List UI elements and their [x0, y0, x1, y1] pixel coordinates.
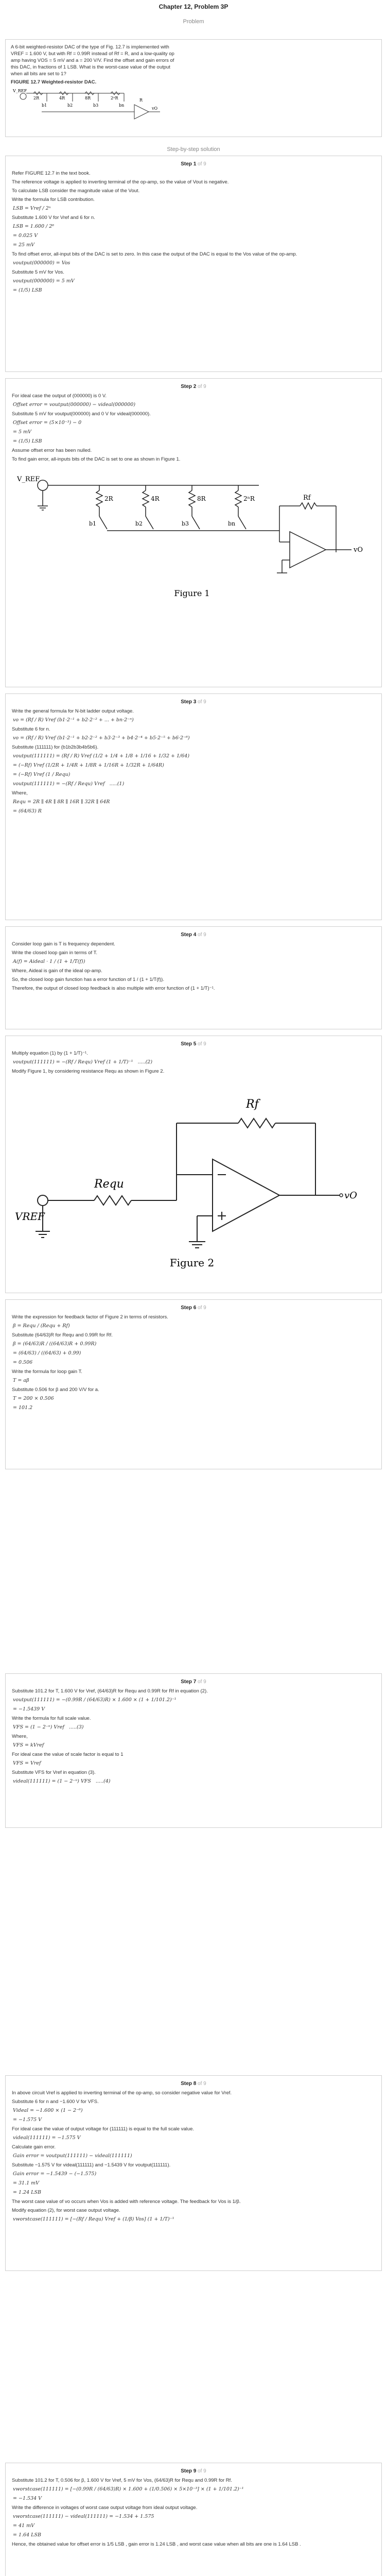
text-line: Substitute 0.506 for β and 200 V/V for a. [12, 1387, 99, 1393]
math-line: voutput(000000) = 5 mV [13, 278, 75, 284]
fig-b2-label: b2 [67, 103, 73, 108]
text-line: Substitute (64/63)R for Requ and 0.99R for Rf. [12, 1332, 113, 1338]
step-3-header [6, 694, 381, 705]
step-of: of 9 [198, 1305, 206, 1311]
math-line: β = Requ / (Requ + Rf) [13, 1323, 70, 1329]
text-line: So, the closed loop gain function has a error function of 1 / (1 + 1/T(f)). [12, 977, 164, 982]
fig-bn-label: bn [119, 103, 125, 108]
text-line: To find gain error, all-inputs bits of the DAC is set to one as shown in Figure 1. [12, 456, 181, 462]
math-line: voutput(111111) = −(Rf / Requ) Vref .....(1) [13, 781, 125, 787]
fig-vo-label: vO [152, 106, 158, 111]
math-line: voutput(111111) = (Rf / R) Vref (1/2 + 1/4 + 1/8 + 1/16 + 1/32 + 1/64) [13, 753, 190, 759]
chapter-title: Chapter 12, Problem 3P [159, 3, 228, 10]
math-line: A(f) = Aideal · 1 / (1 + 1/T(f)) [13, 959, 85, 964]
math-line: vo = (Rf / R) Vref (b1·2⁻¹ + b2·2⁻² + b3·2⁻³ + b4·2⁻⁴ + b5·2⁻⁵ + b6·2⁻⁶) [13, 735, 190, 741]
math-line: vworstcase(111111) − videal(111111) = −1.534 + 1.575 [13, 2514, 154, 2519]
step-1-card [5, 156, 382, 372]
math-line: vworstcase(111111) = [−(Rf / Requ) Vref + (1/β) Vos] (1 + 1/T)⁻¹ [13, 2216, 174, 2222]
text-line: Substitute 6 for n and −1.600 V for VFS. [12, 2099, 99, 2105]
figure-title: FIGURE 12.7 Weighted-resistor DAC. [11, 79, 97, 85]
text-line: Where, [12, 790, 28, 796]
step-of: of 9 [198, 1679, 206, 1685]
step-9-card [5, 2463, 382, 2576]
final-answer-line: Hence, the obtained value for offset error is 1/5 LSB , gain error is 1.24 LSB , and worst case value when all bits are one is 1.64 LSB . [12, 2541, 301, 2547]
step-9-header [6, 2463, 381, 2474]
fig2-caption: Figure 2 [169, 1257, 215, 1269]
math-line: voutput(111111) = −(0.99R / (64/63)R) × 1.600 × (1 + 1/101.2)⁻¹ [13, 1697, 177, 1703]
step-label: Step 1 [181, 161, 197, 167]
text-line: Multiply equation (1) by (1 + 1/T)⁻¹. [12, 1050, 88, 1056]
text-line: For ideal case the output of (000000) is 0 V. [12, 393, 107, 399]
text-line: Substitute 101.2 for T, 0.506 for β, 1.600 V for Vref, 5 mV for Vos, (64/63)R for Requ and 0.99R for Rf. [12, 2478, 232, 2483]
text-line: Substitute (111111) for (b1b2b3b4b5b6). [12, 744, 99, 750]
text-line: Substitute 5 mV for Vos. [12, 269, 64, 275]
math-line: = 101.2 [13, 1405, 33, 1411]
step-8-card [5, 2075, 382, 2271]
math-line: VFS = (1 − 2⁻ⁿ) Vref .....(3) [13, 1724, 84, 1730]
step-6-header [6, 1300, 381, 1311]
math-line: = 0.506 [13, 1360, 33, 1365]
step-7-header [6, 1674, 381, 1685]
math-line: Gain error = −1.5439 − (−1.575) [13, 2171, 97, 2177]
step-label: Step 8 [181, 2081, 197, 2087]
step-label: Step 5 [181, 1041, 197, 1047]
math-line: = (1/5) LSB [13, 287, 42, 293]
fig2-vref-label: VREF [15, 1210, 45, 1223]
math-line: = −1.534 V [13, 2496, 42, 2501]
fig-r2-label: 4R [59, 96, 65, 100]
text-line: Consider loop gain is T is frequency dependent. [12, 941, 115, 947]
fig1-rn-label: 2ⁿR [243, 495, 255, 502]
math-line: vo = (Rf / R) Vref (b1·2⁻¹ + b2·2⁻² + ... + bn·2⁻ⁿ) [13, 717, 134, 723]
fig-r3-label: 8R [85, 96, 91, 100]
math-line: = (1/5) LSB [13, 438, 42, 444]
fig-r1-label: 2R [33, 96, 40, 100]
step-by-step-title: Step-by-step solution [167, 146, 220, 152]
math-line: = (64/63) / ((64/63) + 0.99) [13, 1350, 81, 1356]
text-line: The reference voltage is applied to inverting terminal of the op-amp, so the value of Vout is negative. [12, 179, 229, 185]
math-line: = −1.5439 V [13, 1706, 45, 1712]
step-5-card [5, 1036, 382, 1293]
weighted-resistor-dac-figure [11, 86, 165, 122]
math-line: = (−Rf) Vref (1 / Requ) [13, 772, 71, 777]
step-4-header [6, 927, 381, 938]
math-line: = 1.24 LSB [13, 2190, 41, 2195]
math-line: = 0.025 V [13, 233, 38, 239]
step-label: Step 6 [181, 1305, 197, 1311]
problem-label: Problem [183, 19, 204, 25]
text-line: Substitute 5 mV for voutput(000000) and 0 V for videal(000000). [12, 411, 151, 417]
math-line: = (−Rf) Vref (1/2R + 1/4R + 1/8R + 1/16R + 1/32R + 1/64R) [13, 762, 164, 768]
step-4-card [5, 926, 382, 1029]
fig1-rf-label: Rf [303, 494, 311, 502]
problem-text: A 6-bit weighted-resistor DAC of the type of Fig. 12.7 is implemented with VREF = 1.600 V, but with Rf = 0.99R instead of Rf = R, and a low-quality op amp having VOS = 5 mV and a = 200 V/V. Find the offset and gain errors of this DAC, in fractions of 1 LSB. What is the worst-case value of the output when all bits are set to 1? [11, 44, 174, 77]
fig1-b1-label: b1 [89, 520, 97, 527]
math-line: T = 200 × 0.506 [13, 1396, 54, 1401]
fig1-b2-label: b2 [135, 520, 143, 527]
fig1-r3-label: 8R [197, 495, 206, 502]
figure-2-circuit [12, 1077, 372, 1273]
math-line: Requ = 2R ∥ 4R ∥ 8R ∥ 16R ∥ 32R ∥ 64R [13, 799, 110, 805]
step-5-header [6, 1036, 381, 1047]
text-line: Write the closed loop gain in terms of T. [12, 950, 97, 956]
math-line: voutput(000000) = Vos [13, 260, 71, 266]
text-line: Write the formula for full scale value. [12, 1716, 91, 1721]
fig1-vref-label: V_REF [17, 476, 40, 483]
step-6-card [5, 1299, 382, 1469]
step-of: of 9 [198, 161, 206, 167]
math-line: Videal = −1.600 × (1 − 2⁻⁶) [13, 2108, 83, 2113]
fig1-r1-label: 2R [104, 495, 113, 502]
step-label: Step 3 [181, 699, 197, 705]
math-line: = 31.1 mV [13, 2180, 40, 2186]
math-line: LSB = 1.600 / 2⁶ [13, 224, 55, 229]
text-line: Modify equation (2), for worst case output voltage. [12, 2208, 120, 2213]
problem-statement [5, 39, 382, 137]
step-3-card [5, 693, 382, 920]
text-line: Refer FIGURE 12.7 in the text book. [12, 171, 91, 176]
fig1-caption: Figure 1 [174, 588, 210, 598]
math-line: = 1.64 LSB [13, 2532, 41, 2538]
text-line: Modify Figure 1, by considering resistance Requ as shown in Figure 2. [12, 1069, 165, 1074]
step-label: Step 9 [181, 2468, 197, 2474]
step-1-header [6, 156, 381, 167]
fig1-r2-label: 4R [151, 495, 160, 502]
math-line: Offset error = (5×10⁻³) − 0 [13, 420, 82, 426]
text-line: For ideal case the value of output voltage for (111111) is equal to the full scale value. [12, 2126, 195, 2132]
step-of: of 9 [198, 932, 206, 938]
fig-vref-label: V_REF [13, 89, 27, 93]
text-line: Substitute VFS for Vref in equation (3). [12, 1770, 96, 1775]
text-line: Write the general formula for N-bit ladder output voltage. [12, 708, 134, 714]
text-line: Substitute 6 for n. [12, 726, 50, 732]
fig2-rf-label: Rf [246, 1098, 259, 1111]
fig-b3-label: b3 [93, 103, 99, 108]
fig1-b3-label: b3 [182, 520, 189, 527]
text-line: To calculate LSB consider the magnitude value of the Vout. [12, 188, 140, 194]
fig-b1-label: b1 [42, 103, 47, 108]
text-line: Write the expression for feedback factor of Figure 2 in terms of resistors. [12, 1314, 168, 1320]
text-line: Assume offset error has been nulled. [12, 448, 92, 453]
text-line: Therefore, the output of closed loop feedback is also multiple with error function of (1 + 1/T)⁻¹. [12, 986, 215, 991]
text-line: Write the difference in voltages of worst case output voltage from ideal output voltage. [12, 2505, 198, 2511]
step-of: of 9 [198, 699, 206, 705]
step-label: Step 2 [181, 384, 197, 389]
step-label: Step 7 [181, 1679, 197, 1685]
math-line: = 41 mV [13, 2523, 34, 2529]
math-line: = −1.575 V [13, 2117, 42, 2123]
text-line: Write the formula for LSB contribution. [12, 197, 95, 202]
step-2-header [6, 379, 381, 389]
step-2-card [5, 378, 382, 687]
math-line: voutput(111111) = −(Rf / Requ) Vref (1 + 1/T)⁻¹ .....(2) [13, 1059, 153, 1065]
fig-rf-label: R [139, 98, 143, 103]
math-line: videal(111111) = (1 − 2⁻ⁿ) VFS .....(4) [13, 1778, 111, 1784]
figure-1-circuit [12, 465, 372, 604]
step-8-header [6, 2076, 381, 2087]
math-line: videal(111111) = −1.575 V [13, 2135, 81, 2141]
text-line: The worst case value of vo occurs when Vos is added with reference voltage. The feedback for Vos is 1/β. [12, 2199, 241, 2205]
math-line: = 25 mV [13, 242, 34, 248]
fig1-vo-label: vO [354, 546, 363, 554]
text-line: For ideal case the value of scale factor is equal to 1 [12, 1752, 124, 1757]
text-line: Calculate gain error. [12, 2144, 56, 2150]
math-line: Offset error = voutput(000000) − videal(000000) [13, 402, 136, 408]
step-label: Step 4 [181, 932, 197, 938]
text-line: In above circuit Vref is applied to inverting terminal of the op-amp, so consider negative value for Vref. [12, 2090, 232, 2096]
fig2-requ-label: Requ [94, 1178, 124, 1191]
step-of: of 9 [198, 2468, 206, 2474]
text-line: Where, [12, 1734, 28, 1739]
fig-rn-label: 2ⁿR [111, 96, 118, 100]
math-line: β = (64/63)R / ((64/63)R + 0.99R) [13, 1341, 97, 1347]
step-7-card [5, 1673, 382, 1828]
step-of: of 9 [198, 1041, 206, 1047]
fig1-bn-label: bn [228, 520, 236, 527]
math-line: = (64/63) R [13, 808, 42, 814]
math-line: vworstcase(111111) = [−(0.99R / (64/63)R) × 1.600 + (1/0.506) × 5×10⁻³] × (1 + 1/101.2)⁻¹ [13, 2486, 244, 2492]
math-line: LSB = Vref / 2ⁿ [13, 206, 51, 211]
math-line: Gain error = voutput(111111) − videal(111111) [13, 2153, 132, 2159]
page-header [0, 0, 387, 37]
text-line: Substitute −1.575 V for videal(111111) and −1.5439 V for voutput(111111). [12, 2162, 171, 2168]
text-line: Substitute 101.2 for T, 1.600 V for Vref, (64/63)R for Requ and 0.99R for Rf in equation (2). [12, 1688, 208, 1694]
math-line: VFS = kVref [13, 1742, 44, 1748]
text-line: Write the formula for loop gain T. [12, 1369, 82, 1375]
text-line: Substitute 1.600 V for Vref and 6 for n. [12, 215, 95, 221]
math-line: VFS = Vref [13, 1760, 41, 1766]
math-line: = 5 mV [13, 429, 31, 435]
step-of: of 9 [198, 384, 206, 389]
fig2-vo-label: vO [344, 1190, 357, 1201]
math-line: T = aβ [13, 1378, 29, 1383]
text-line: Where, Aideal is gain of the ideal op-amp. [12, 968, 102, 974]
text-line: To find offset error, all-input bits of the DAC is set to zero. In this case the output of the DAC is equal to the Vos value of the op-amp. [12, 251, 297, 257]
step-of: of 9 [198, 2081, 206, 2087]
